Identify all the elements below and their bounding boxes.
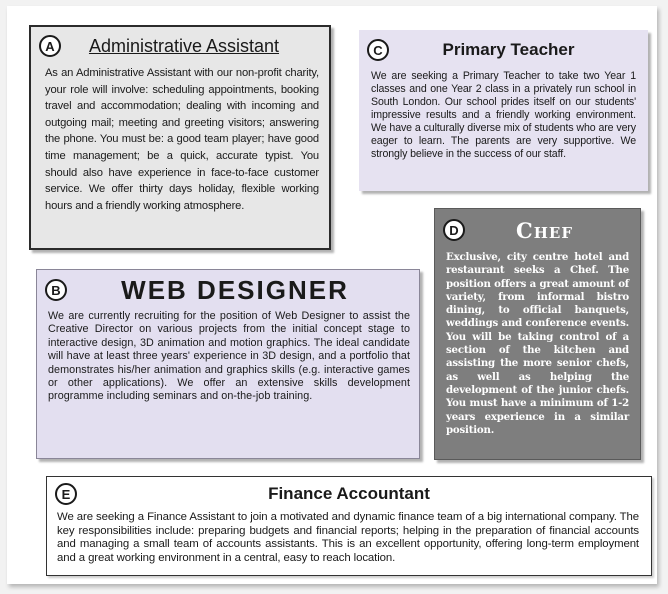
ad-title: Finance Accountant: [268, 484, 430, 503]
ad-letter-badge: C: [367, 39, 389, 61]
job-ad-administrative-assistant: [29, 25, 331, 250]
ad-letter-badge: D: [443, 219, 465, 241]
ad-header: [359, 30, 648, 70]
job-ad-finance-accountant: [46, 476, 652, 576]
ad-letter-badge: B: [45, 279, 67, 301]
ad-header: [31, 27, 329, 65]
ad-body: We are currently recruiting for the position of Web Designer to assist the Creative Director on various projects from the initial concept stage to interactive design, 3D animation and motion graphics. The ideal candidate will have at least three years' experience in 3D design, and a portfolio that demonstrates his/her animation and graphics skills (e.g. interactive games or other applications). We offer an extensive skills development programme including seminars and on-the-job training.: [48, 310, 410, 403]
ad-title: Primary Teacher: [442, 40, 575, 59]
ad-body: We are seeking a Primary Teacher to take two Year 1 classes and one Year 2 class in a privately run school in South London. Our school prides itself on our students' impressive results and a friendly working environment. We have a culturally diverse mix of students who are very eager to learn. The parents are very supportive. We strongly believe in the success of our staff.: [371, 70, 636, 160]
ad-body: As an Administrative Assistant with our non-profit charity, your role will involve: scheduling appointments, booking travel and accommodation; dealing with incoming and outgoing mail; meeting and greeting visitors; answering the phone. You must be: a good team player; have good time management; be a quick, accurate typist. You should also have experience in face-to-face customer service. We offer thirty days holiday, flexible working hours and a friendly working atmosphere.: [45, 67, 319, 212]
job-ad-chef: [434, 208, 641, 460]
ad-body: We are seeking a Finance Assistant to join a motivated and dynamic finance team of a big international company. The key responsibilities include: preparing budgets and financial reports; helping in the preparation of financial accounts and managing a small team of accounts assistants. This is an excellent opportunity, offering long-term employment and a great working environment in a central, easy to reach location.: [57, 511, 639, 564]
ad-title: Chef: [516, 217, 573, 243]
ad-title: Administrative Assistant: [88, 35, 280, 56]
ad-letter-badge: E: [55, 483, 77, 505]
worksheet: [7, 6, 657, 584]
ad-header: [47, 477, 651, 511]
job-ad-web-designer: [36, 269, 420, 459]
ad-header: [37, 270, 419, 310]
ad-letter-badge: A: [39, 35, 61, 57]
job-ad-primary-teacher: [359, 30, 648, 191]
ad-body: Exclusive, city centre hotel and restaurant seeks a Chef. The position offers a great amount of variety, from informal bistro dining, to official banquets, weddings and conference events. You will be taking control of a section of the kitchen and assisting the more senior chefs, as well as helping the development of the junior chefs. You must have a minimum of 1-2 years experience in a similar position.: [446, 251, 629, 436]
ad-header: [435, 209, 640, 251]
ad-title: WEB DESIGNER: [121, 274, 349, 305]
